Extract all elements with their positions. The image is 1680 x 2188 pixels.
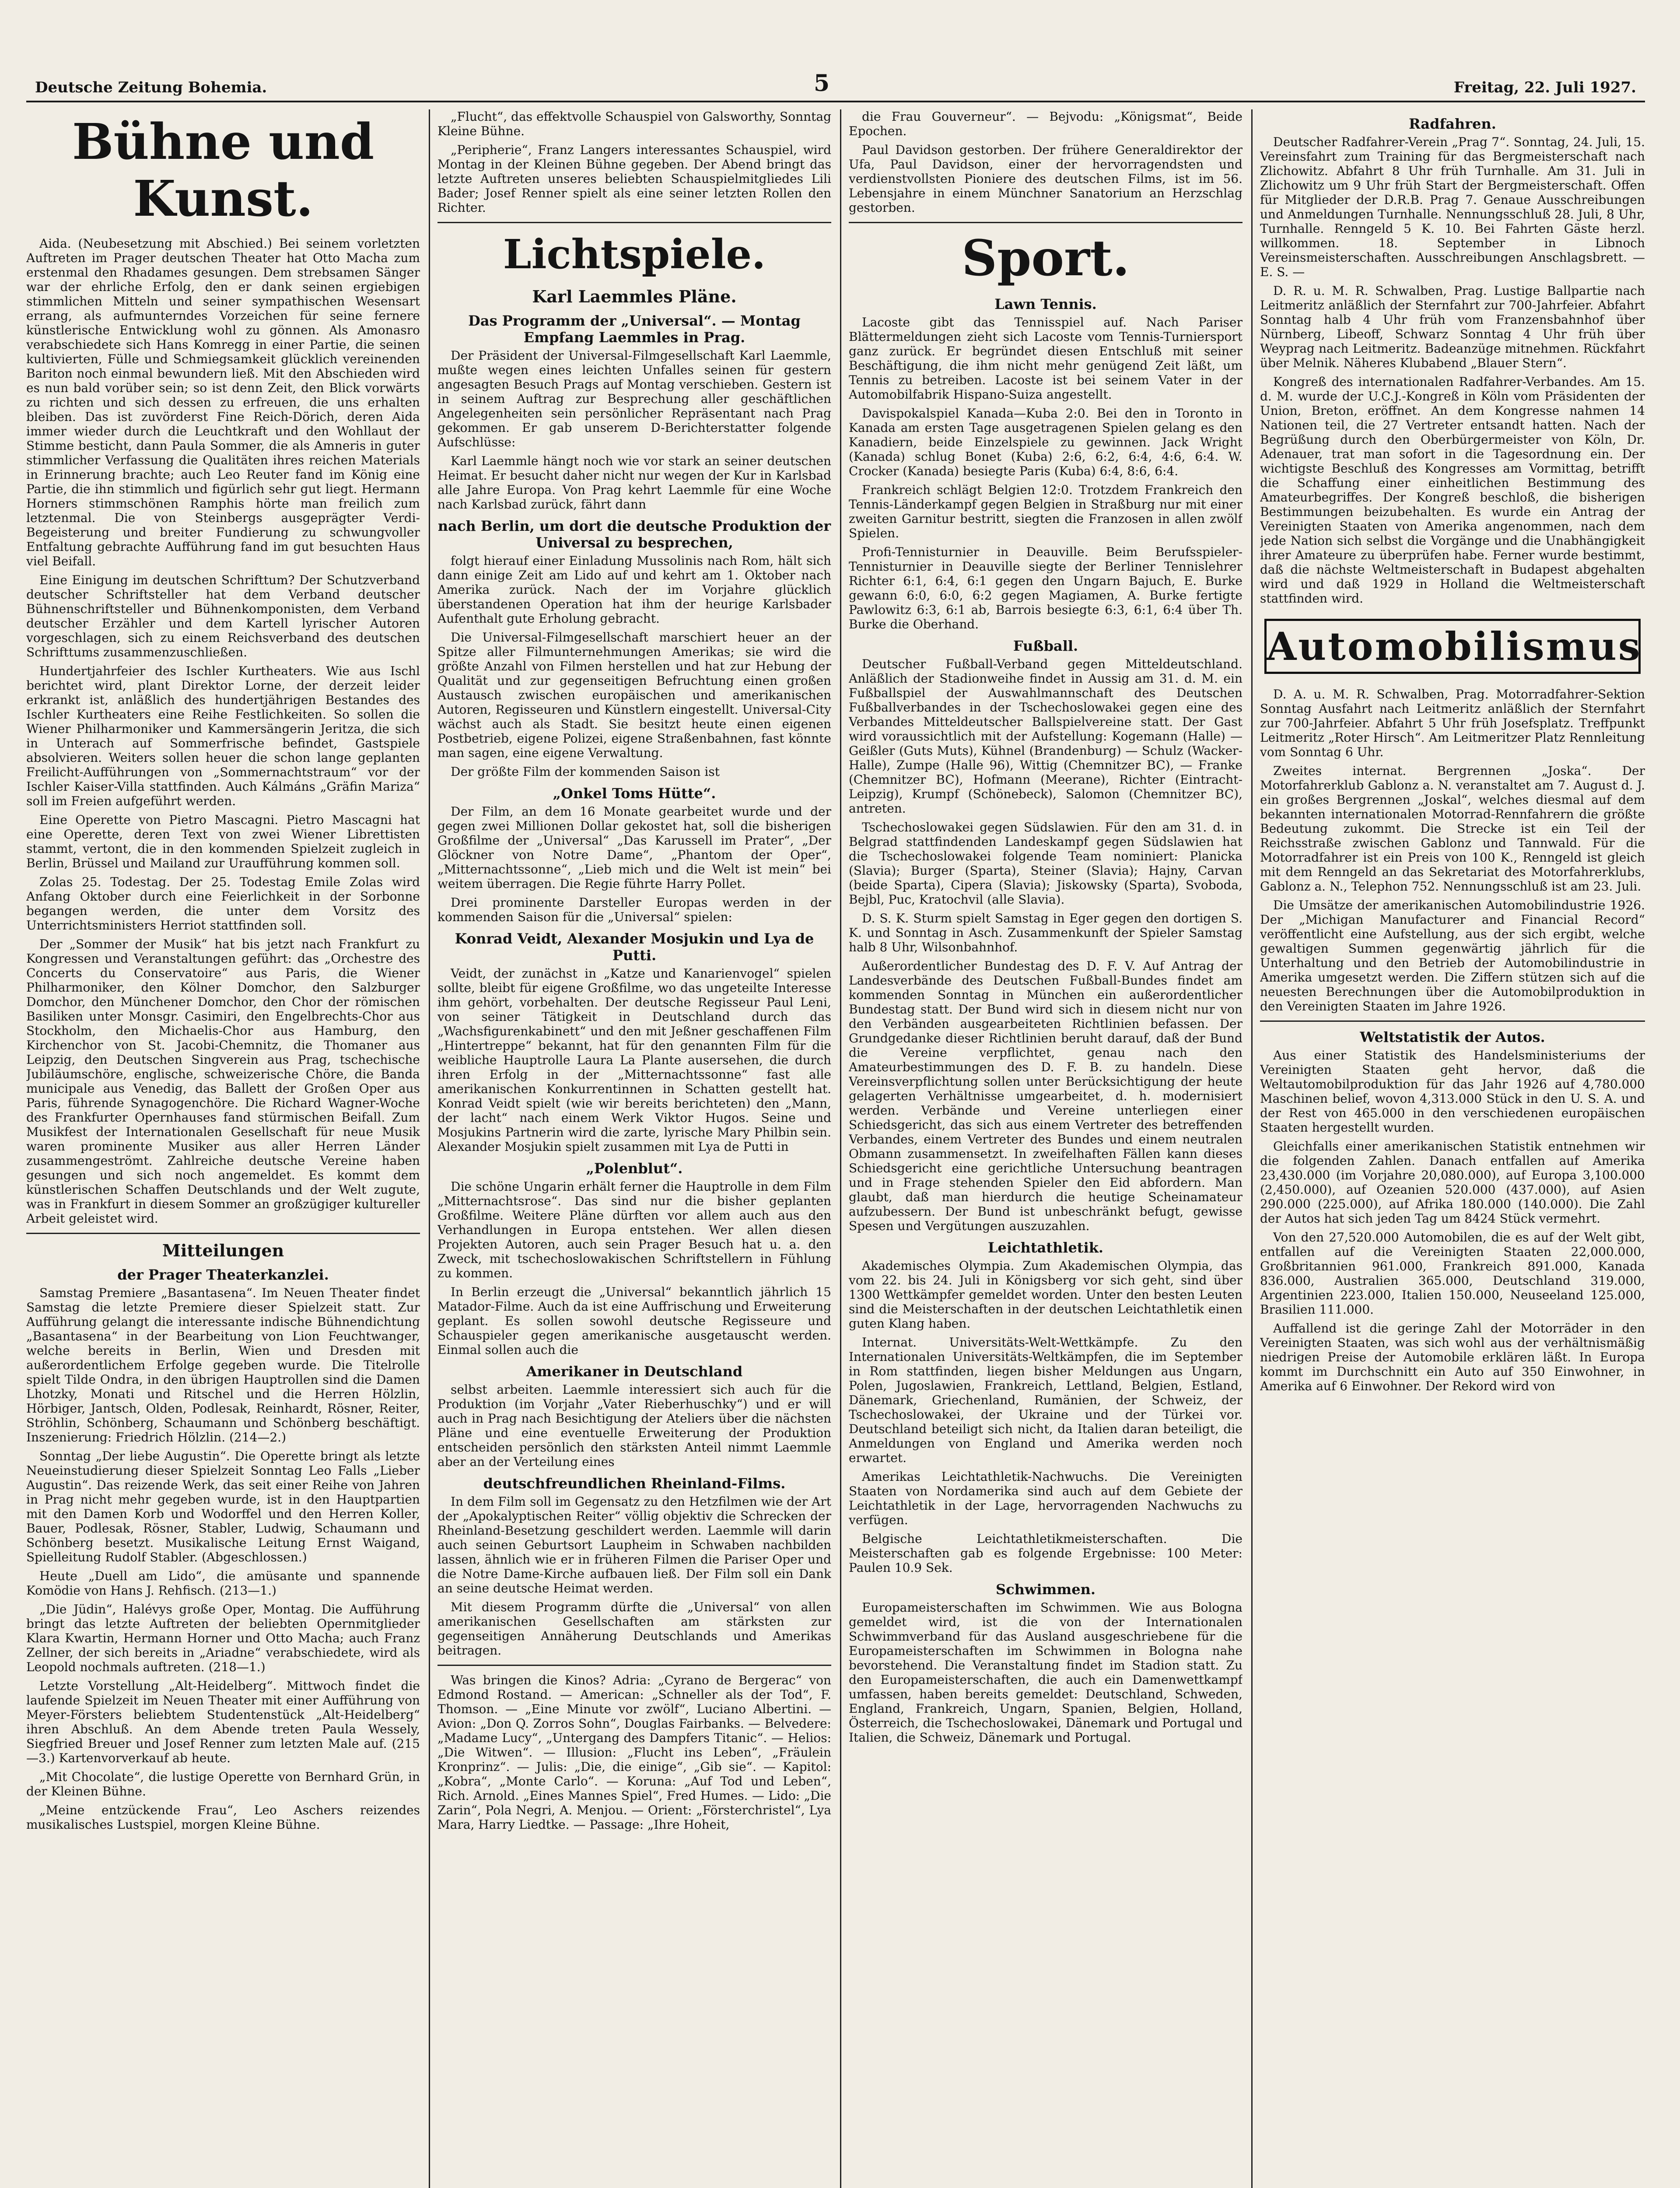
paragraph: Die Umsätze der amerikanischen Automobilindustrie 1926. Der „Michigan Manufacturer and Financial Record“ veröffentlicht eine Aufstellung, aus der sich ergibt, welche gewaltigen Summen gegenwärtig jährlich für die Unterhaltung und den Betrieb der Automobilindustrie in Amerika umgesetzt werden. Die Ziffern stützen sich auf die neuesten Berechnungen über die Automobilproduktion in den Vereinigten Staaten im Jahre 1926. <box>1260 898 1645 1013</box>
subhead-fussball: Fußball. <box>1013 638 1078 654</box>
page-header <box>26 61 1645 102</box>
subhead-rheinland: deutschfreundlichen Rheinland-Films. <box>483 1475 786 1492</box>
article-zola: Zolas 25. Todestag. Der 25. Todestag Emile Zolas wird Anfang Oktober durch eine Feierlichkeit in der Sorbonne begangen werden, die unter dem Vorsitz des Unterrichtsministers Herriot stattfinden soll. <box>26 875 420 933</box>
subhead-polenblut: „Polenblut“. <box>586 1160 683 1177</box>
paragraph: Die schöne Ungarin erhält ferner die Hauptrolle in dem Film „Mitternachtsrose“. Das sind nur die bisher geplanten Großfilme. Weitere Pläne dürften vor allem auch aus den Verhandlungen in Europa entstehen. Wer allen diesen Projekten Autoren, auch sein Prager Besuch hat u. a. den Zweck, mit tschechoslowakischen Schriftstellern in Fühlung zu kommen. <box>438 1179 831 1280</box>
paragraph: Der Präsident der Universal-Filmgesellschaft Karl Laemmle, mußte wegen eines leichten Unfalles seinen für gestern angesagten Besuch Prags auf Montag verschieben. Gestern ist in seinem Auftrag zur Besprechung aller geschäftlichen Angelegenheiten sein persönlicher Repräsentant nach Prag gekommen. Er gab unserem D-Berichterstatter folgende Aufschlüsse: <box>438 348 831 449</box>
paragraph: In Berlin erzeugt die „Universal“ bekanntlich jährlich 15 Matador-Filme. Auch da ist eine Auffrischung und Erweiterung geplant. Es sollen sowohl deutsche Regisseure und Schauspieler gegen amerikanische ausgetauscht werden. Einmal sollen auch die <box>438 1285 831 1357</box>
divider <box>26 1233 420 1234</box>
paragraph: D. A. u. M. R. Schwalben, Prag. Motorradfahrer-Sektion Sonntag Ausfahrt nach Leitmeritz anläßlich der Sternfahrt zur 700-Jahrfeier. Abfahrt 5 Uhr früh Josefsplatz. Treffpunkt Leitmeritz „Roter Hirsch“. Am Leitmeritzer Platz Rennleitung vom Sonntag 6 Uhr. <box>1260 687 1645 759</box>
article-gouverneur: die Frau Gouverneur“. — Bejvodu: „Königsmat“, Beide Epochen. <box>849 109 1242 138</box>
paragraph: Deutscher Radfahrer-Verein „Prag 7“. Sonntag, 24. Juli, 15. Vereinsfahrt zum Training für das Bergmeisterschaft nach Zlichowitz. Abfahrt 8 Uhr früh Turnhalle. Am 31. Juli in Zlichowitz um 9 Uhr früh Start der Bergmeisterschaft. Offen für Mitglieder der D.R.B. Prag 7. Genaue Ausschreibungen und Anmeldungen Turnhalle. Nennungsschluß 28. Juli, 8 Uhr, Turnhalle. Renngeld 5 K. 10. Bei Fahrten Gäste herzl. willkommen. 18. September in Libnoch Vereinsmeisterschaften. Ausschreibungen Anschlagsbrett. — E. S. — <box>1260 135 1645 279</box>
paragraph: Belgische Leichtathletikmeisterschaften. Die Meisterschaften gab es folgende Ergebnisse: 100 Meter: Paulen 10.9 Sek. <box>849 1532 1242 1575</box>
column-sport <box>849 109 1242 2188</box>
subhead-laemmle: Karl Laemmles Pläne. <box>532 287 737 306</box>
newspaper-page <box>26 61 1645 2188</box>
subhead-darsteller: Konrad Veidt, Alexander Mosjukin und Lya de Putti. <box>455 930 814 964</box>
lead-universal: Das Programm der „Universal“. — Montag Empfang Laemmles in Prag. <box>468 312 801 346</box>
article-duell: Heute „Duell am Lido“, die amüsante und spannende Komödie von Hans J. Rehfisch. (213—1.) <box>26 1569 420 1598</box>
paragraph: Tschechoslowakei gegen Südslawien. Für den am 31. d. in Belgrad stattfindenden Landeskampf gegen Südslawien hat die Tschechoslowakei folgende Team nominiert: Planicka (Slavia); Burger (Sparta), Steiner (Slavia); Hajny, Carvan (beide Sparta), Cipera (Slavia); Jiskowsky (Sparta), Svoboda, Bejbl, Puc, Kratochvil (alle Slavia). <box>849 820 1242 907</box>
article-flucht: „Flucht“, das effektvolle Schauspiel von Galsworthy, Sonntag Kleine Bühne. <box>438 109 831 138</box>
paragraph: D. R. u. M. R. Schwalben, Prag. Lustige Ballpartie nach Leitmeritz anläßlich der Sternfahrt zur 700-Jahrfeier. Abfahrt Sonntag halb 4 Uhr früh vom Franzensbahnhof über Nürnberg, Libeoff, Schwarz Sonntag 4 Uhr früh über Weyprag nach Leitmeritz. Badeanzüge mitnehmen. Rückfahrt über Melnik. Näheres Klubabend „Blauer Stern“. <box>1260 284 1645 370</box>
subhead-amerikaner: Amerikaner in Deutschland <box>526 1363 743 1380</box>
section-title-sport: Sport. <box>962 230 1130 287</box>
subhead-mitteilungen: Mitteilungen <box>162 1241 284 1260</box>
divider <box>1260 1020 1645 1022</box>
divider <box>438 222 831 223</box>
article-mascagni: Eine Operette von Pietro Mascagni. Pietro Mascagni hat eine Operette, deren Text von zwei Wiener Librettisten stammt, vertont, die in den kommenden Spielzeit zugleich in Berlin, Brüssel und Mailand zur Uraufführung kommen soll. <box>26 813 420 870</box>
paragraph: Internat. Universitäts-Welt-Wettkämpfe. Zu den Internationalen Universitäts-Weltkämpfen, die im September in Rom stattfinden, liegen bisher Meldungen aus Ungarn, Polen, Jugoslawien, Frankreich, Lettland, Belgien, Estland, Dänemark, Griechenland, Rumänien, der Schweiz, der Tschechoslowakei, der Ukraine und der Türkei vor. Deutschland beteiligt sich nicht, da Italien daran beteiligt, die Anmeldungen von England und Amerika werden noch erwartet. <box>849 1335 1242 1465</box>
subhead-theaterkanzlei: der Prager Theaterkanzlei. <box>117 1266 329 1283</box>
paragraph: Gleichfalls einer amerikanischen Statistik entnehmen wir die folgenden Zahlen. Danach entfallen auf Amerika 23,430.000 (im Vorjahre 20,080.000), auf Europa 3,100.000 (2,450.000), auf Ozeanien 520.000 (437.000), auf Asien 290.000 (225.000), auf Afrika 180.000 (140.000). Die Zahl der Autos hat sich jeden Tag um 8424 Stück vermehrt. <box>1260 1139 1645 1226</box>
article-aida: Aida. (Neubesetzung mit Abschied.) Bei seinem vorletzten Auftreten im Prager deutschen Theater hat Otto Macha zum erstenmal den Rhadames gesungen. Dem strebsamen Sänger war der ehrliche Erfolg, den er dank seinen ergiebigen stimmlichen Mitteln und seiner sympathischen Wesensart errang, als aufmunterndes Vorzeichen für seine fernere künstlerische Entwicklung wohl zu gönnen. Als Amonasro verabschiedete sich Hans Komregg in einer Partie, die seinen kultivierten, Fülle und Schmiegsamkeit glücklich vereinenden Bariton noch einmal bewundern ließ. Mit den Abschieden wird es nun bald vorüber sein; so ist denn Zeit, den Blick vorwärts zu richten und sich dessen zu erfreuen, die uns erhalten bleiben. Das ist zuvörderst Fine Reich-Dörich, deren Aida immer wieder durch die Leuchtkraft und den Wohllaut der Stimme besticht, dann Paula Sommer, die als Amneris in guter stimmlicher Verfassung die Qualitäten ihres reichen Materials in Erinnerung brachte; auch Leo Reuter fand im König eine Partie, die ihn stimmlich und figürlich sehr gut liegt. Hermann Horners stimmschönen Ramphis hörte man freilich zum letztenmal. Die von Steinbergs ausgeprägter Verdi-Begeisterung und breiter Fundierung zu schwungvoller Entfaltung gebrachte Aufführung fand im gut besuchten Haus viel Beifall. <box>26 236 420 568</box>
paragraph: Der größte Film der kommenden Saison ist <box>451 764 720 779</box>
article-juedin: „Die Jüdin“, Halévys große Oper, Montag. Die Aufführung bringt das letzte Auftreten der beliebten Opernmitglieder Klara Kwartin, Hermann Horner und Otto Macha; auch Franz Zellner, der sich bereits in „Ariadne“ verabschiedete, wird als Leopold nochmals auftreten. (218—1.) <box>26 1602 420 1674</box>
paragraph: Von den 27,520.000 Automobilen, die es auf der Welt gibt, entfallen auf die Vereinigten Staaten 22,000.000, Großbritannien 961.000, Frankreich 891.000, Kanada 836.000, Australien 365.000, Deutschland 319.000, Argentinien 223.000, Italien 150.000, Neuseeland 125.000, Brasilien 111.000. <box>1260 1230 1645 1317</box>
article-chocolate: „Mit Chocolate“, die lustige Operette von Bernhard Grün, in der Kleinen Bühne. <box>26 1770 420 1799</box>
column-lichtspiele <box>438 109 831 2188</box>
section-title-lichtspiele: Lichtspiele. <box>503 231 766 278</box>
section-title-automobilismus: Automobilismus <box>1264 619 1641 674</box>
paragraph: Die Universal-Filmgesellschaft marschiert heuer an der Spitze aller Filmunternehmungen Amerikas; sie wird die größte Anzahl von Filmen herstellen und hat zur Hebung der Qualität und zur gegenseitigen Befruchtung einen großen Austausch zwischen europäischen und amerikanischen Autoren, Regisseuren und Künstlern eingestellt. Universal-City wächst auch als Stadt. Sie besitzt heute einen eigenen Postbetrieb, eigene Polizei, eigene Straßenbahnen, fast könnte man sagen, eine eigene Verwaltung. <box>438 630 831 760</box>
article-augustin: Sonntag „Der liebe Augustin“. Die Operette bringt als letzte Neueinstudierung dieser Spielzeit Sonntag Leo Falls „Lieber Augustin“. Das reizende Werk, das seit einer Reihe von Jahren in Prag nicht mehr gegeben wurde, ist in den Hauptpartien mit den Damen Korb und Wodorffel und den Herren Koller, Bauer, Podlesak, Rösner, Stabler, Ludwig, Schaumann und Schönberg besetzt. Musikalische Leitung Ernst Waigand, Spielleitung Rudolf Stabler. (Abgeschlossen.) <box>26 1449 420 1564</box>
paragraph: Drei prominente Darsteller Europas werden in der kommenden Saison für die „Universal“ spielen: <box>438 895 831 924</box>
paragraph: In dem Film soll im Gegensatz zu den Hetzfilmen wie der Art der „Apokalyptischen Reiter“ völlig objektiv die Schrecken der Rheinland-Besetzung geschildert werden. Laemmle will darin auch seinen Geburtsort Laupheim in Schwaben nachbilden lassen, ähnlich wie er in früheren Filmen die Pariser Oper und die Notre Dame-Kirche aufbauen ließ. Der Film soll ein Dank an seine deutsche Heimat werden. <box>438 1494 831 1595</box>
paragraph: Kongreß des internationalen Radfahrer-Verbandes. Am 15. d. M. wurde der U.C.J.-Kongreß in Köln vom Präsidenten der Union, Breton, eröffnet. An dem Kongresse nahmen 14 Nationen teil, die 27 Vertreter entsandt hatten. Nach der Begrüßung durch den Oberbürgermeister von Köln, Dr. Adenauer, trat man sofort in die Tagesordnung ein. Der wichtigste Beschluß des Kongresses am Vormittag, betrifft die Schaffung einer einheitlichen Bestimmung des Amateurbegriffes. Der Kongreß beschloß, die bisherigen Bestimmungen beizubehalten. Es wurde ein Antrag der Vereinigten Staaten von Amerika angenommen, nach dem jede Nation sich selbst die Vorgänge und die Unabhängigkeit ihrer Amateure zu überprüfen habe. Ferner wurde bestimmt, daß die nächste Weltmeisterschaft in Budapest abgehalten wird und daß 1929 in Holland die Weltmeisterschaft stattfinden wird. <box>1260 375 1645 606</box>
article-kinos: Was bringen die Kinos? Adria: „Cyrano de Bergerac“ von Edmond Rostand. — American: „Schneller als der Tod“, F. Thomson. — „Eine Minute vor zwölf“, Luciano Albertini. — Avion: „Don Q. Zorros Sohn“, Douglas Fairbanks. — Belvedere: „Madame Lucy“, „Untergang des Dampfers Titanic“. — Helios: „Die Witwen“. — Illusion: „Flucht ins Leben“, „Fräulein Kronprinz“. — Julis: „Die, die einige“, „Gib sie“. — Kapitol: „Kobra“, „Monte Carlo“. — Koruna: „Auf Tod und Leben“, Rich. Arnold. „Eines Mannes Spiel“, Fred Humes. — Lido: „Die Zarin“, Pola Negri, A. Menjou. — Orient: „Försterchristel“, Lya Mara, Harry Liedtke. — Passage: „Ihre Hoheit, <box>438 1673 831 1832</box>
subhead-onkel-tom: „Onkel Toms Hütte“. <box>553 785 716 802</box>
article-sommer-der-musik: Der „Sommer der Musik“ hat bis jetzt nach Frankfurt zu Kongressen und Veranstaltungen geführt: das „Orchestre des Concerts du Conservatoire“ aus Paris, die Wiener Philharmoniker, den Kölner Domchor, den Salzburger Domchor, den Münchener Domchor, den Chor der römischen Basiliken unter Monsgr. Casimiri, den Engelbrechts-Chor aus Stockholm, den Michaelis-Chor aus Hamburg, den Kirchenchor von St. Jacobi-Chemnitz, die Thomaner aus Leipzig, den Deutschen Singverein aus Prag, tschechische Jubiläumschöre, englische, schweizerische Chöre, die Banda municipale aus Venedig, das Ballett der Großen Oper aus Paris, führende Synagogenchöre. Die Richard Wagner-Woche des Frankfurter Opernhauses fand stürmischen Beifall. Zum Musikfest der Internationalen Gesellschaft für neue Musik waren prominente Musiker aus aller Herren Länder zusammengeströmt. Zahlreiche deutsche Vereine haben gesungen und sich noch angemeldet. Es kommt dem künstlerischen Schaffen Deutschlands und der Welt zugute, was in Frankfurt in diesem Sommer an großzügiger kultureller Arbeit geleistet wird. <box>26 937 420 1226</box>
subhead-radfahren: Radfahren. <box>1409 116 1496 132</box>
paragraph: selbst arbeiten. Laemmle interessiert sich auch für die Produktion (im Vorjahr „Vater Rieberhuschky“) und er will auch in Prag nach Besichtigung der Ateliers über die nächsten Pläne und eine eventuelle Erweiterung der Produktion entscheiden persönlich den stärksten Anteil nimmt Laemmle aber an der Verteilung eines <box>438 1382 831 1469</box>
paragraph: Außerordentlicher Bundestag des D. F. V. Auf Antrag der Landesverbände des Deutschen Fußball-Bundes findet am kommenden Sonntag in München ein außerordentlicher Bundestag statt. Der Bund wird sich in diesem nicht nur von den Verbänden ausgearbeiteten Richtlinien befassen. Der Grundgedanke dieser Richtlinien beruht darauf, daß der Bund die Vereine verpflichtet, genau nach den Amateurbestimmungen des D. F. B. zu handeln. Diese Vereinsverpflichtung sollen unter Berücksichtigung der heute gelagerten Verhältnisse umgearbeitet, d. h. modernisiert werden. Verbände und Vereine unterliegen einer Schiedsgericht, das sich aus einem Vertreter des betreffenden Verbandes, einem Vertreter des Bundes und einem neutralen Obmann zusammensetzt. In zweifelhaften Fällen kann dieses Schiedsgericht eine gerichtliche Untersuchung beantragen und in Frage stehenden Spieler den Eid abfordern. Man glaubt, daß man hierdurch die heutige Scheinamateur aufzubessern. Der Bund ist unbeschränkt befugt, gewisse Spesen und Vergütungen auszuzahlen. <box>849 959 1242 1233</box>
paragraph: Deutscher Fußball-Verband gegen Mitteldeutschland. Anläßlich der Stadionweihe findet in Aussig am 31. d. M. ein Fußballspiel der Auswahlmannschaft des Deutschen Fußballverbandes in der Tschechoslowakei gegen eine des Verbandes Mitteldeutscher Ballspielvereine statt. Der Gast wird voraussichtlich mit der Aufstellung: Kogemann (Halle) — Geißler (Guts Muts), Kühnel (Brandenburg) — Schulz (Wacker-Halle), Zumpe (Halle 96), Wittig (Chemnitzer BC), — Franke (Chemnitzer BC), Hofmann (Meerane), Richter (Eintracht-Leipzig), Krumpf (Schönebeck), Salomon (Chemnitzer BC), antreten. <box>849 657 1242 816</box>
paragraph: Lacoste gibt das Tennisspiel auf. Nach Pariser Blättermeldungen zieht sich Lacoste vom Tennis-Turniersport ganz zurück. Er begründet diesen Entschluß mit seiner Beschäftigung, die ihm nicht mehr genügend Zeit läßt, um Tennis zu betreiben. Lacoste ist bei seinem Vater in der Automobilfabrik Hispano-Suiza angestellt. <box>849 315 1242 402</box>
section-title-buehne: Bühne und Kunst. <box>72 113 374 228</box>
subhead-leichtathletik: Leichtathletik. <box>987 1239 1104 1256</box>
paragraph: Akademisches Olympia. Zum Akademischen Olympia, das vom 22. bis 24. Juli in Königsberg vor sich geht, sind über 1300 Wettkämpfer gemeldet worden. Unter den besten Leuten sind die Meisterschaften in der deutschen Leichtathletik einen guten Klang haben. <box>849 1259 1242 1331</box>
paragraph: Profi-Tennisturnier in Deauville. Beim Berufsspieler-Tennisturnier in Deauville siegte der Berliner Tennislehrer Richter 6:1, 6:4, 6:1 gegen den Ungarn Bajuch, E. Burke gewann 6:0, 6:0, 6:2 gegen Magiamen, A. Burke fertigte Pawlowitz 6:3, 6:1 ab, Barrois besiegte 6:3, 6:1, 6:4 über Th. Burke die Oberhand. <box>849 545 1242 631</box>
paragraph: Amerikas Leichtathletik-Nachwuchs. Die Vereinigten Staaten von Nordamerika sind auch auf dem Gebiete der Leichtathletik in der Lage, hervorragenden Nachwuchs zu verfügen. <box>849 1469 1242 1527</box>
article-ischl: Hundertjahrfeier des Ischler Kurtheaters. Wie aus Ischl berichtet wird, plant Direktor Lorne, der derzeit leider erkrankt ist, anläßlich des hundertjährigen Bestandes des Ischler Kurtheaters eine Reihe Festlichkeiten. So sollen die Wiener Philharmoniker und Kammersängerin Jeritza, die sich in Unterach auf Sommerfrische befindet, Gastspiele absolvieren. Weiters sollen heuer die schon lange geplanten Freilicht-Aufführungen von „Sommernachtstraum“ vor der Ischler Kaiser-Villa stattfinden. Auch Kálmáns „Gräfin Mariza“ soll im Freien aufgeführt werden. <box>26 664 420 808</box>
article-heidelberg: Letzte Vorstellung „Alt-Heidelberg“. Mittwoch findet die laufende Spielzeit im Neuen Theater mit einer Aufführung von Meyer-Försters beliebtem Studentenstück „Alt-Heidelberg“ ihren Abschluß. An dem Abende treten Paula Wessely, Siegfried Breuer und Josef Renner zum letzten Male auf. (215—3.) Kartenvorverkauf ab heute. <box>26 1679 420 1765</box>
article-entzueckende-frau: „Meine entzückende Frau“, Leo Aschers reizendes musikalisches Lustspiel, morgen Kleine Bühne. <box>26 1803 420 1832</box>
paragraph: D. S. K. Sturm spielt Samstag in Eger gegen den dortigen S. K. und Sonntag in Asch. Zusammenkunft der Spieler Samstag halb 8 Uhr, Wilsonbahnhof. <box>849 911 1242 954</box>
paper-name: Deutsche Zeitung Bohemia. <box>35 79 267 96</box>
divider <box>438 1665 831 1666</box>
article-schrifttum: Eine Einigung im deutschen Schrifttum? Der Schutzverband deutscher Schriftsteller hat dem Verband deutscher Bühnenschriftsteller und Bühnenkomponisten, dem Verband deutscher Erzähler und dem Kartell lyrischer Autoren vorgeschlagen, sich zu einem Reichsverband des deutschen Schrifttums zusammenzuschließen. <box>26 573 420 659</box>
article-peripherie: „Peripherie“, Franz Langers interessantes Schauspiel, wird Montag in der Kleinen Bühne gegeben. Der Abend bringt das letzte Auftreten unseres beliebten Schauspielmitgliedes Lili Bader; Josef Renner spielt als eine seiner letzten Rollen den Richter. <box>438 143 831 215</box>
paragraph: Auffallend ist die geringe Zahl der Motorräder in den Vereinigten Staaten, was sich wohl aus der verhältnismäßig niedrigen Preise der Automobile erklären läßt. In Europa kommt im Durchschnitt ein Auto auf 350 Einwohner, in Amerika auf 6 Einwohner. Der Rekord wird von <box>1260 1321 1645 1393</box>
paragraph: Europameisterschaften im Schwimmen. Wie aus Bologna gemeldet wird, ist die von der Internationalen Schwimmverband für das Ausland ausgeschriebene für die Europameisterschaften im Schwimmen in Bologna nahe bevorstehend. Die Veranstaltung findet im Stadion statt. Zu den Europameisterschaften, die auch ein Damenwettkampf umfassen, haben bereits gemeldet: Deutschland, Schweden, England, Frankreich, Ungarn, Spanien, Belgien, Holland, Österreich, die Tschechoslowakei, Dänemark und Portugal und Italien, die Schweiz, Dänemark und Portugal. <box>849 1600 1242 1745</box>
column-rule <box>1251 109 1253 2188</box>
paragraph: Karl Laemmle hängt noch wie vor stark an seiner deutschen Heimat. Er besucht daher nicht nur wegen der Kur in Karlsbad alle Jahre Europa. Von Prag kehrt Laemmle für eine Woche nach Karlsbad zurück, fährt dann <box>438 454 831 512</box>
subhead-berlin: nach Berlin, um dort die deutsche Produktion der Universal zu besprechen, <box>438 518 831 551</box>
page-number: 5 <box>814 70 830 97</box>
subhead-weltstatistik: Weltstatistik der Autos. <box>1360 1029 1545 1045</box>
paragraph: Mit diesem Programm dürfte die „Universal“ von allen amerikanischen Gesellschaften am stärksten zur gegenseitigen Annäherung Deutschlands und Amerikas beitragen. <box>438 1600 831 1658</box>
divider <box>849 222 1242 223</box>
paragraph: Aus einer Statistik des Handelsministeriums der Vereinigten Staaten geht hervor, daß die Weltautomobilproduktion für das Jahr 1926 auf 4,780.000 Maschinen belief, wovon 4,313.000 Stück in den U. S. A. und der Rest von 465.000 in den verschiedenen europäischen Staaten hergestellt wurden. <box>1260 1048 1645 1135</box>
paragraph: Veidt, der zunächst in „Katze und Kanarienvogel“ spielen sollte, bleibt für eigene Großfilme, wo das ungeteilte Interesse ihm gehört, vorbehalten. Der deutsche Regisseur Paul Leni, von seiner Tätigkeit in Deutschland durch das „Wachsfigurenkabinett“ und den mit Jeßner geschaffenen Film „Hintertreppe“ bekannt, hat für den genannten Film für die weibliche Hauptrolle Laura La Plante ausersehen, die durch ihren Erfolg in der „Mitternachtssonne“ fast alle amerikanischen Konkurrentinnen in Schatten gestellt hat. Konrad Veidt spielt (wie wir bereits berichteten) den „Mann, der lacht“ nach einem Werk Viktor Hugos. Seine und Mosjukins Partnerin wird die zarte, lyrische Mary Philbin sein. Alexander Mosjukin spielt zusammen mit Lya de Putti in <box>438 966 831 1154</box>
column-rule <box>840 109 841 2188</box>
article-davidson: Paul Davidson gestorben. Der frühere Generaldirektor der Ufa, Paul Davidson, einer der hervorragendsten und verdienstvollsten Pioniere des deutschen Films, ist im 56. Lebensjahre in einem Münchner Sanatorium an Herzschlag gestorben. <box>849 143 1242 215</box>
article-basantasena: Samstag Premiere „Basantasena“. Im Neuen Theater findet Samstag die letzte Premiere dieser Spielzeit statt. Zur Aufführung gelangt die interessante indische Bühnendichtung „Basantasena“ in der Bearbeitung von Lion Feuchtwanger, welche bereits in Berlin, Wien und Dresden mit außerordentlichem Erfolge gegeben wurde. Die Titelrolle spielt Tilde Ondra, in den übrigen Hauptrollen sind die Damen Lhotzky, Monati und Ritschel und die Herren Hölzlin, Hörbiger, Jantsch, Olden, Podlesak, Reinhardt, Rösner, Reiter, Ströhlin, Schönberg, Schaumann und Schönberg beschäftigt. Inszenierung: Friedrich Hölzlin. (214—2.) <box>26 1286 420 1445</box>
subhead-tennis: Lawn Tennis. <box>994 296 1097 312</box>
paragraph: folgt hierauf einer Einladung Mussolinis nach Rom, hält sich dann einige Zeit am Lido auf und kehrt am 1. Oktober nach Amerika zurück. Nach der im Vorjahre glücklich überstandenen Operation hat ihm der heurige Karlsbader Aufenthalt gute Erholung gebracht. <box>438 554 831 626</box>
paragraph: Frankreich schlägt Belgien 12:0. Trotzdem Frankreich den Tennis-Länderkampf gegen Belgien in Straßburg nur mit einer zweiten Garnitur bestritt, siegten die Franzosen in allen zwölf Spielen. <box>849 483 1242 540</box>
paragraph: Zweites internat. Bergrennen „Joska“. Der Motorfahrerklub Gablonz a. N. veranstaltet am 7. August d. J. ein großes Bergrennen „Joskal“, welches diesmal auf dem bekannten internationalen Motorrad-Rennfahrern die größte Bedeutung zukommt. Die Strecke ist ein Teil der Reichsstraße zwischen Gablonz und Tannwald. Für die Motorradfahrer ist ein Preis von 100 K., Renngeld ist gleich mit dem Renngeld an das Sekretariat des Motorfahrerklubs, Gablonz a. N., Telephon 752. Nennungsschluß ist am 23. Juli. <box>1260 764 1645 894</box>
column-rule <box>429 109 430 2188</box>
paragraph: Der Film, an dem 16 Monate gearbeitet wurde und der gegen zwei Millionen Dollar gekostet hat, soll die bisherigen Großfilme der „Universal“ „Das Karussell im Prater“, „Der Glöckner von Notre Dame“, „Phantom der Oper“, „Mitternachtssonne“, „Lieb mich und die Welt ist mein“ bei weitem überragen. Die Regie führte Harry Pollet. <box>438 804 831 891</box>
subhead-schwimmen: Schwimmen. <box>995 1581 1096 1598</box>
column-radfahren-auto <box>1260 109 1645 2188</box>
paragraph: Davispokalspiel Kanada—Kuba 2:0. Bei den in Toronto in Kanada am ersten Tage ausgetragenen Spielen gelang es den Kanadiern, beide Einzelspiele zu gewinnen. Jack Wright (Kanada) schlug Bonet (Kuba) 2:6, 6:2, 6:4, 4:6, 6:4. W. Crocker (Kanada) besiegte Paris (Kuba) 6:4, 8:6, 6:4. <box>849 406 1242 478</box>
issue-date: Freitag, 22. Juli 1927. <box>1453 79 1636 96</box>
column-buehne-und-kunst <box>26 109 420 2188</box>
